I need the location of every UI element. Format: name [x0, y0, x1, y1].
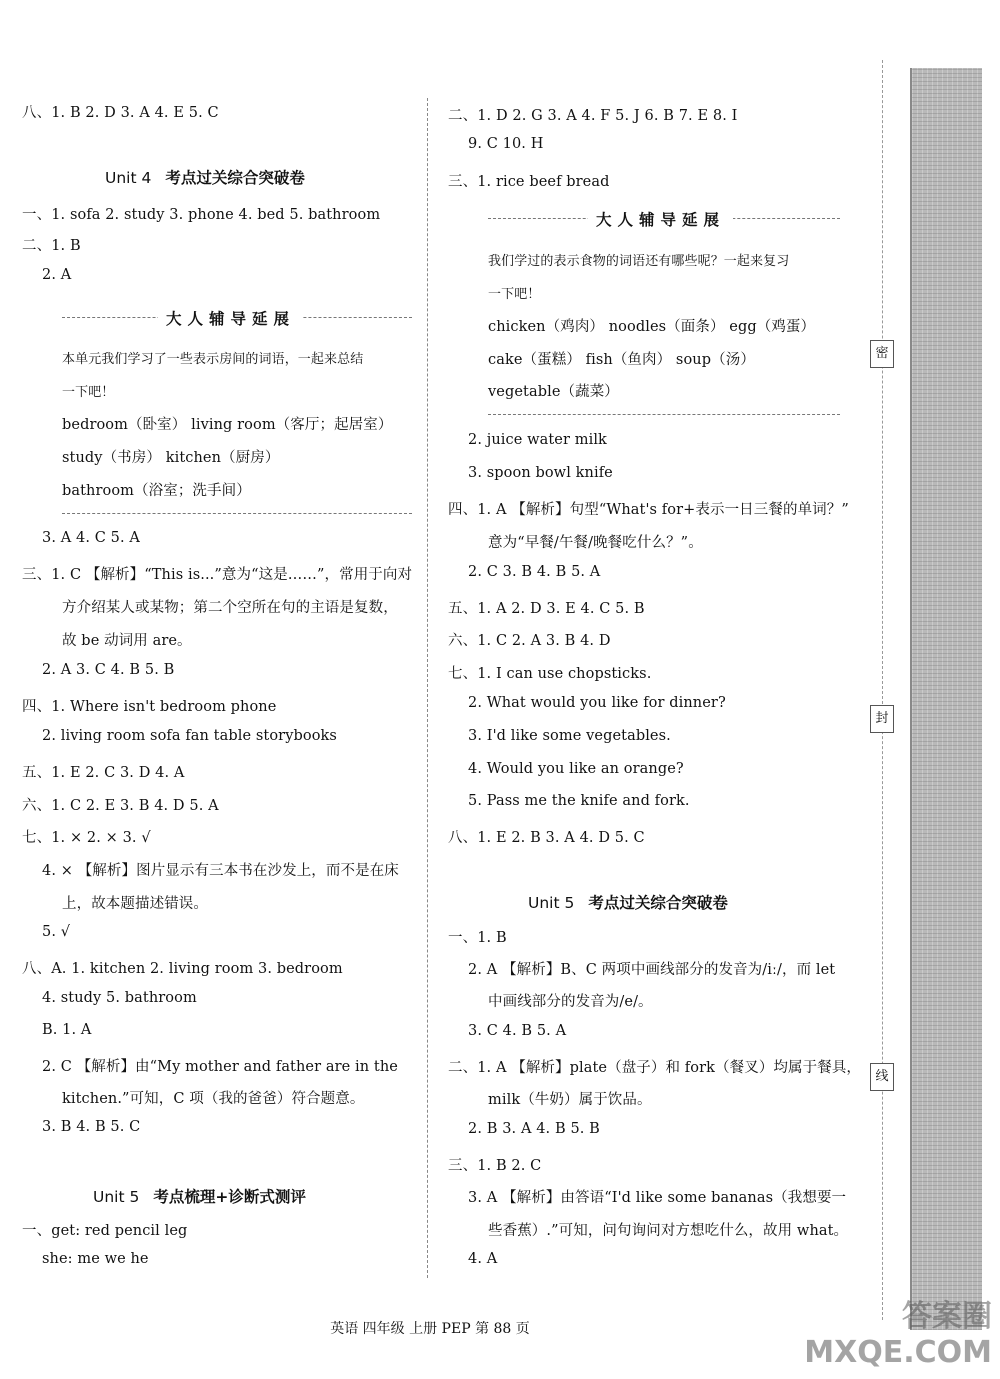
- heading-title: 考点过关综合突破卷: [588, 894, 728, 912]
- answer-line: 些香蕉）.”可知，问句询问对方想吃什么，故用 what。: [488, 1223, 849, 1239]
- heading-title: 考点过关综合突破卷: [165, 169, 305, 187]
- answer-line: 2. What would you like for dinner?: [468, 695, 726, 711]
- answer-line: 2. B 3. A 4. B 5. B: [468, 1121, 600, 1137]
- answer-line: 意为“早餐/午餐/晚餐吃什么？”。: [488, 535, 703, 551]
- box-text: 我们学过的表示食物的词语还有哪些呢？一起来复习: [488, 254, 790, 269]
- answer-line: 二、1. A 【解析】plate（盘子）和 fork（餐叉）均属于餐具，: [448, 1060, 862, 1076]
- box-text: bedroom（卧室） living room（客厅；起居室）: [62, 417, 393, 433]
- answer-line: 三、1. B 2. C: [448, 1158, 542, 1174]
- answer-line: 八、A. 1. kitchen 2. living room 3. bedroom: [22, 961, 343, 977]
- section-heading: [528, 891, 728, 913]
- answer-line: 中画线部分的发音为/e/。: [488, 994, 653, 1010]
- answer-line: 2. living room sofa fan table storybooks: [42, 728, 337, 744]
- answer-line: 五、1. E 2. C 3. D 4. A: [22, 765, 185, 781]
- answer-line: 4. A: [468, 1251, 498, 1267]
- answer-line: 七、1. I can use chopsticks.: [448, 666, 652, 682]
- binding-strip: [910, 68, 982, 1330]
- box-bottom-rule: [62, 513, 412, 514]
- answer-line: 2. A 3. C 4. B 5. B: [42, 662, 175, 678]
- answer-line: 四、1. Where isn't bedroom phone: [22, 699, 277, 715]
- answer-line: 六、1. C 2. E 3. B 4. D 5. A: [22, 798, 219, 814]
- answer-line: 八、1. E 2. B 3. A 4. D 5. C: [448, 830, 645, 846]
- answer-line: 3. C 4. B 5. A: [468, 1023, 567, 1039]
- answer-line: 3. A 4. C 5. A: [42, 530, 140, 546]
- answer-line: 八、1. B 2. D 3. A 4. E 5. C: [22, 105, 219, 121]
- answer-line: 三、1. rice beef bread: [448, 174, 610, 190]
- unit-label: Unit 5: [528, 894, 575, 912]
- unit-label: Unit 5: [93, 1188, 140, 1206]
- watermark-line: MXQE.COM: [804, 1335, 992, 1370]
- page-footer: 英语 四年级 上册 PEP 第 88 页: [330, 1321, 530, 1337]
- answer-line: 方介绍某人或某物；第二个空所在句的主语是复数，: [62, 600, 398, 616]
- answer-line: 2. C 3. B 4. B 5. A: [468, 564, 601, 580]
- margin-mark: 密: [870, 340, 894, 368]
- answer-line: 2. A: [42, 267, 72, 283]
- margin-mark: 封: [870, 705, 894, 733]
- box-text: study（书房） kitchen（厨房）: [62, 450, 280, 466]
- answer-line: 二、1. D 2. G 3. A 4. F 5. J 6. B 7. E 8. I: [448, 108, 738, 124]
- answer-line: 2. C 【解析】由“My mother and father are in the: [42, 1059, 398, 1075]
- answer-line: 二、1. B: [22, 238, 81, 254]
- watermark-line: 答案圈: [902, 1299, 992, 1334]
- box-text: 本单元我们学习了一些表示房间的词语，一起来总结: [62, 352, 364, 367]
- heading-title: 考点梳理+诊断式测评: [153, 1188, 306, 1206]
- answer-line: 2. juice water milk: [468, 432, 607, 448]
- answer-line: 3. spoon bowl knife: [468, 465, 613, 481]
- box-title: 大人辅导延展: [588, 208, 733, 230]
- box-text: chicken（鸡肉） noodles（面条） egg（鸡蛋）: [488, 319, 816, 335]
- answer-line: milk（牛奶）属于饮品。: [488, 1092, 652, 1108]
- answer-line: 4. Would you like an orange?: [468, 761, 684, 777]
- answer-line: 五、1. A 2. D 3. E 4. C 5. B: [448, 601, 645, 617]
- watermark: [804, 1299, 992, 1371]
- box-text: 一下吧！: [62, 385, 115, 400]
- answer-line: B. 1. A: [42, 1022, 92, 1038]
- answer-line: 9. C 10. H: [468, 136, 544, 152]
- answer-line: 上，故本题描述错误。: [62, 896, 208, 912]
- answer-line: 四、1. A 【解析】句型“What's for+表示一日三餐的单词？”: [448, 502, 849, 518]
- box-text: bathroom（浴室；洗手间）: [62, 483, 251, 499]
- answer-line: 3. B 4. B 5. C: [42, 1119, 141, 1135]
- answer-line: 4. × 【解析】图片显示有三本书在沙发上，而不是在床: [42, 863, 399, 879]
- section-heading: [105, 166, 305, 188]
- column-divider: [427, 98, 428, 1278]
- box-text: vegetable（蔬菜）: [488, 384, 619, 400]
- answer-line: 4. study 5. bathroom: [42, 990, 197, 1006]
- unit-label: Unit 4: [105, 169, 152, 187]
- margin-mark: 线: [870, 1063, 894, 1091]
- box-text: cake（蛋糕） fish（鱼肉） soup（汤）: [488, 352, 755, 368]
- box-title: 大人辅导延展: [158, 307, 303, 329]
- answer-line: kitchen.”可知，C 项（我的爸爸）符合题意。: [62, 1091, 365, 1107]
- answer-line: 一、1. sofa 2. study 3. phone 4. bed 5. bathroom: [22, 207, 381, 223]
- box-bottom-rule: [488, 414, 840, 415]
- answer-line: 七、1. × 2. × 3. √: [22, 830, 151, 846]
- answer-line: 5. √: [42, 924, 71, 940]
- answer-line: 2. A 【解析】B、C 两项中画线部分的发音为/iː/，而 let: [468, 962, 836, 978]
- box-text: 一下吧！: [488, 287, 541, 302]
- answer-line: 5. Pass me the knife and fork.: [468, 793, 690, 809]
- answer-line: she: me we he: [42, 1251, 149, 1267]
- answer-line: 三、1. C 【解析】“This is...”意为“这是……”，常用于向对: [22, 567, 413, 583]
- section-heading: [93, 1185, 306, 1207]
- answer-line: 3. A 【解析】由答语“I'd like some bananas（我想要一: [468, 1190, 847, 1206]
- answer-line: 六、1. C 2. A 3. B 4. D: [448, 633, 611, 649]
- answer-line: 一、1. B: [448, 930, 507, 946]
- answer-line: 故 be 动词用 are。: [62, 633, 192, 649]
- answer-line: 3. I'd like some vegetables.: [468, 728, 671, 744]
- answer-line: 一、get: red pencil leg: [22, 1223, 188, 1239]
- binding-cut-line: [882, 60, 883, 1320]
